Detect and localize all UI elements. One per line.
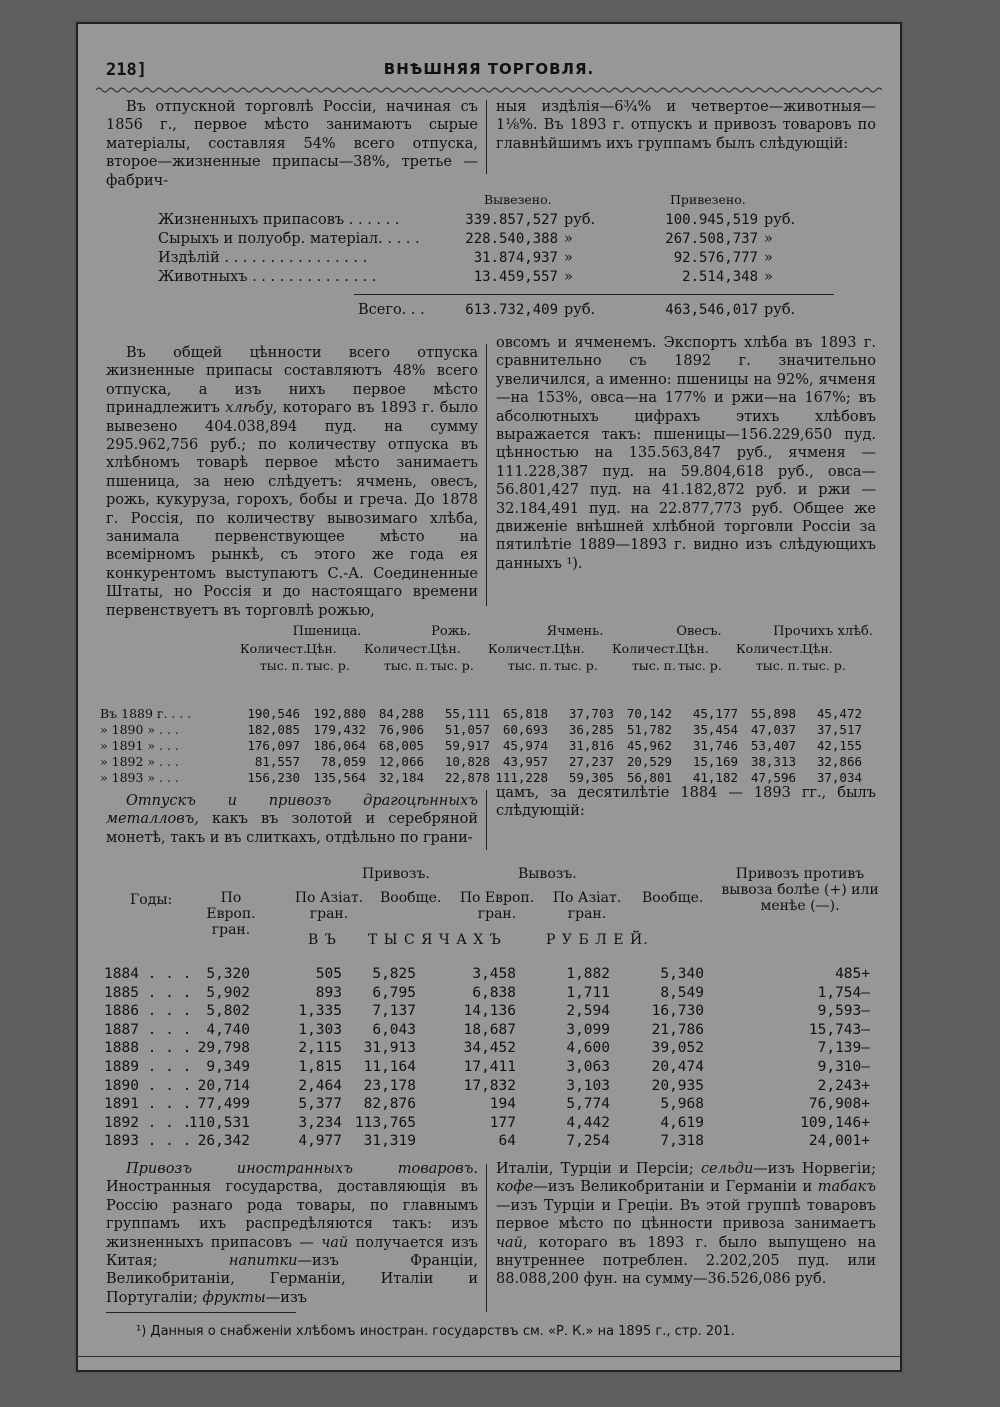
metals-italic: Отпускъ и привозъ драгоцѣнныхъ металловъ, (106, 793, 478, 828)
metals-row-year: 1891 . . . (104, 1096, 192, 1113)
group-import-unit: » (764, 269, 773, 285)
metals-cell: 15,743— (808, 1021, 870, 1038)
metals-cell: 5,802 (206, 1003, 250, 1020)
grain-row-year: » 1893 » . . . (100, 770, 179, 785)
metals-left-column (106, 792, 478, 847)
metals-cell: 4,977 (298, 1133, 342, 1150)
grain-cell: 45,962 (626, 738, 672, 753)
metals-cell: 20,714 (197, 1077, 250, 1094)
imports-tobacco: табакъ (817, 1179, 876, 1196)
metals-cell: 893 (315, 984, 342, 1001)
total-row (158, 302, 858, 320)
metals-cell: 76,908+ (808, 1096, 870, 1113)
metals-cell: 77,499 (197, 1096, 250, 1113)
col-export-euro: По Европ. гран. (459, 890, 535, 922)
metals-cell: 1,711 (566, 984, 610, 1001)
imports-right-part5: , котораго въ 1893 г. было выпущено на внутреннее потреблен. 2.202,205 пуд. или 88.088,200 фун. на сумму—36.526,086 руб. (496, 1234, 876, 1288)
metals-cell: 82,876 (363, 1096, 416, 1113)
metals-row-year: 1887 . . . (104, 1021, 192, 1038)
grain-cell: 55,111 (444, 706, 490, 721)
metals-left-text (106, 792, 478, 847)
trade-group-row (158, 231, 858, 249)
column-divider-2 (486, 344, 487, 606)
imports-right-part1: Италіи, Турціи и Персіи; (496, 1161, 701, 1177)
grain-row-year: » 1890 » . . . (100, 722, 179, 737)
metals-cell: 1,754— (817, 984, 870, 1001)
metals-row-year: 1885 . . . (104, 984, 192, 1001)
grain-left-column (106, 344, 478, 620)
metals-cell: 5,320 (206, 966, 250, 982)
group-export-unit: » (564, 250, 573, 266)
grain-group-header: Ячмень. (546, 624, 604, 639)
metals-cell: 3,103 (566, 1077, 610, 1094)
group-export-unit: » (564, 269, 573, 285)
grain-cell: 41,182 (692, 770, 738, 785)
grain-subheader: тыс. п. (755, 658, 800, 673)
grain-cell: 51,782 (626, 722, 672, 737)
grain-subheader: тыс. р. (678, 658, 722, 673)
column-divider (486, 100, 487, 174)
grain-right-text: овсомъ и ячменемъ. Экспортъ хлѣба въ 1893 г. сравнительно съ 1892 г. значительно увеличился, а именно: пшеницы на 92%, ячменя—на 153%, овса—на 177% и ржи—на 167%; въ абсолютныхъ цифрахъ этихъ хлѣбовъ выражается такъ: пшеницы—156.229,650 пуд. цѣнностью на 135.563,847 руб., ячменя — 111.228,387 пуд. на 59.804,618 руб., овса—56.801,427 пуд. на 41.182,872 руб. и ржи — 32.184,491 пуд. на 22.877,773 руб. Общее же движеніе внѣшней хлѣбной торговли Россіи за пятилѣтіе 1889—1893 г. видно изъ слѣдующихъ данныхъ ¹). (496, 335, 876, 572)
grain-group-header: Овесъ. (676, 624, 722, 639)
grain-trade-table (98, 624, 888, 785)
intro-right-text: ныя издѣлія—6¾% и четвертое—животныя—1⅛%. Въ 1893 г. отпускъ и привозъ товаровъ по главнѣйшимъ ихъ группамъ былъ слѣдующій: (496, 99, 876, 152)
grain-cell: 81,557 (254, 754, 300, 769)
imports-fruits: фрукты (202, 1289, 266, 1306)
grain-cell: 45,177 (692, 706, 738, 721)
grain-cell: 190,546 (247, 706, 300, 721)
col-import-header: Привезено. (670, 192, 746, 207)
metals-cell: 20,474 (651, 1059, 704, 1075)
metals-cell: 4,600 (566, 1040, 610, 1057)
col-years-header: Годы: (130, 892, 173, 908)
grain-cell: 60,693 (502, 722, 548, 737)
metals-row-year: 1884 . . . (104, 966, 192, 982)
metals-cell: 6,838 (472, 984, 516, 1001)
grain-cell: 36,285 (568, 722, 614, 737)
grain-left-text (106, 344, 478, 620)
intro-left-text: Въ отпускной торговлѣ Россіи, начиная съ 1856 г., первое мѣсто занимаютъ сырые матеріалы, составляя 54% всего отпуска, второе—жизненные припасы—38%, третье — фабрич- (106, 99, 478, 189)
metals-cell: 16,730 (651, 1003, 704, 1020)
grain-group-header: Пшеница. (292, 624, 362, 639)
metals-cell: 6,795 (372, 984, 416, 1001)
group-import: 100.945,519 (665, 212, 758, 228)
units-label-1: В Ъ (308, 932, 337, 948)
grain-cell: 47,596 (750, 770, 796, 785)
export-group-header: Вывозъ. (518, 866, 577, 882)
grain-row-year: » 1891 » . . . (100, 738, 179, 753)
grain-subheader: Количест. (736, 641, 804, 656)
grain-subheader: тыс. р. (802, 658, 846, 673)
page (76, 22, 902, 1372)
imports-tea-right: чай (496, 1234, 524, 1251)
imports-tea: чай (321, 1234, 349, 1251)
grain-row-year: Въ 1889 г. . . . (100, 706, 192, 721)
metals-cell: 21,786 (651, 1021, 704, 1038)
grain-cell: 68,005 (378, 738, 424, 753)
grain-cell: 56,801 (626, 770, 672, 785)
page-bottom-rule (78, 1356, 900, 1357)
group-export: 339.857,527 (465, 212, 558, 228)
total-import: 463,546,017 (665, 302, 758, 318)
grain-cell: 37,703 (568, 706, 614, 721)
grain-cell: 182,085 (247, 722, 300, 737)
metals-cell: 18,687 (463, 1021, 516, 1038)
metals-cell: 1,882 (566, 966, 610, 982)
intro-right-column (496, 98, 876, 153)
units-label-3: Р У Б Л Е Й. (546, 932, 649, 948)
footnote: ¹) Данныя о снабженіи хлѣбомъ иностран. государствъ см. «Р. К.» на 1895 г., стр. 201. (136, 1324, 735, 1339)
metals-cell: 3,099 (566, 1021, 610, 1038)
import-group-header: Привозъ. (362, 866, 430, 882)
grain-subheader: Цѣн. (554, 641, 585, 656)
metals-cell: 1,335 (298, 1003, 342, 1020)
total-import-unit: руб. (764, 302, 796, 318)
grain-subheader: тыс. р. (430, 658, 474, 673)
metals-cell: 17,411 (463, 1059, 516, 1075)
imports-italic-title: Привозъ иностранныхъ товаровъ. (126, 1161, 478, 1177)
total-export-unit: руб. (564, 302, 596, 318)
running-header (106, 60, 872, 82)
col-import-total: Вообще. (380, 890, 442, 906)
metals-cell: 113,765 (354, 1114, 416, 1131)
grain-cell: 20,529 (626, 754, 672, 769)
group-export-unit: руб. (564, 212, 596, 228)
grain-subheader: Количест. (240, 641, 308, 656)
metals-cell: 109,146+ (800, 1114, 870, 1131)
metals-cell: 31,319 (363, 1133, 416, 1150)
metals-row-year: 1892 . . . (104, 1114, 192, 1131)
metals-right-text: цамъ, за десятилѣтіе 1884 — 1893 гг., былъ слѣдующій: (496, 785, 876, 820)
group-label: Жизненныхъ припасовъ . . . . . . (158, 212, 400, 228)
grain-cell: 111,228 (495, 770, 548, 785)
grain-cell: 186,064 (313, 738, 366, 753)
imports-left-part3: —изъ Франціи, Великобританіи, Германіи, Италіи и Португаліи; (106, 1253, 478, 1306)
metals-cell: 3,458 (472, 966, 516, 982)
grain-cell: 31,746 (692, 738, 738, 753)
group-import-unit: » (764, 250, 773, 266)
grain-subheader: Количест. (612, 641, 680, 656)
metals-row-year: 1888 . . . (104, 1040, 192, 1057)
col-balance: Привозъ противъ вывоза болѣе (+) или менѣе (—). (721, 866, 879, 914)
group-label: Сырыхъ и полуобр. матеріал. . . . . (158, 231, 420, 247)
grain-subheader: Количест. (488, 641, 556, 656)
grain-cell: 15,169 (692, 754, 738, 769)
grain-cell: 176,097 (247, 738, 300, 753)
grain-cell: 135,564 (313, 770, 366, 785)
grain-cell: 31,816 (568, 738, 614, 753)
group-label: Животныхъ . . . . . . . . . . . . . . (158, 269, 377, 285)
metals-cell: 1,815 (298, 1059, 342, 1075)
grain-cell: 35,454 (692, 722, 738, 737)
metals-cell: 23,178 (363, 1077, 416, 1094)
total-label: Всего. . . (358, 302, 425, 318)
metals-cell: 34,452 (463, 1040, 516, 1057)
grain-cell: 22,878 (444, 770, 490, 785)
grain-subheader: тыс. п. (383, 658, 428, 673)
grain-cell: 10,828 (444, 754, 490, 769)
grain-subheader: тыс. п. (507, 658, 552, 673)
trade-group-row (158, 212, 858, 230)
metals-row-year: 1893 . . . (104, 1133, 192, 1150)
metals-rest: какъ въ золотой и серебряной монетѣ, такъ и въ слиткахъ, отдѣльно по грани- (106, 811, 478, 846)
metals-cell: 110,531 (188, 1114, 250, 1131)
metals-cell: 5,902 (206, 984, 250, 1001)
grain-subheader: тыс. п. (259, 658, 304, 673)
grain-subheader: Цѣн. (678, 641, 709, 656)
grain-cell: 43,957 (502, 754, 548, 769)
total-rule (354, 294, 834, 295)
grain-subheader: Цѣн. (306, 641, 337, 656)
grain-left-part2: , котораго въ 1893 г. было вывезено 404.038,894 пуд. на сумму 295.962,756 руб.; по количеству отпуска въ хлѣбномъ товарѣ первое мѣсто занимаетъ пшеница, за нею слѣдуетъ: ячмень, овесъ, рожь, кукуруза, горохъ, бобы и греча. До 1878 г. Россія, по количеству вывозимаго хлѣба, занимала первенствующее мѣсто на всемірномъ рынкѣ, съ этого же года ея конкурентомъ выступаютъ С.-А. Соединенные Штаты, но Россія и до настоящаго времени первенствуетъ въ торговлѣ рожью, (106, 400, 478, 619)
grain-cell: 55,898 (750, 706, 796, 721)
grain-cell: 37,517 (816, 722, 862, 737)
grain-left-italic: хлѣбу (225, 400, 273, 417)
grain-cell: 47,037 (750, 722, 796, 737)
imports-right-part4: —изъ Турціи и Греціи. Въ этой группѣ товаровъ первое мѣсто по цѣнности привоза занимаетъ (496, 1197, 876, 1233)
intro-left-column (106, 98, 478, 190)
metals-row-year: 1890 . . . (104, 1077, 192, 1094)
page-title: ВНѢШНЯЯ ТОРГОВЛЯ. (383, 60, 595, 78)
grain-cell: 65,818 (502, 706, 548, 721)
metals-cell: 31,913 (363, 1040, 416, 1057)
grain-cell: 32,184 (378, 770, 424, 785)
grain-row-year: » 1892 » . . . (100, 754, 179, 769)
ornamental-rule (96, 86, 882, 94)
metals-cell: 11,164 (363, 1059, 416, 1075)
grain-cell: 37,034 (816, 770, 862, 785)
metals-cell: 3,234 (298, 1114, 342, 1131)
group-export: 31.874,937 (473, 250, 558, 266)
column-divider-3 (486, 790, 487, 850)
grain-cell: 12,066 (378, 754, 424, 769)
metals-cell: 9,349 (206, 1059, 250, 1075)
group-label: Издѣлій . . . . . . . . . . . . . . . . (158, 250, 368, 266)
metals-cell: 17,832 (463, 1077, 516, 1094)
group-import: 2.514,348 (682, 269, 758, 285)
metals-cell: 4,442 (566, 1114, 610, 1131)
metals-right-column (496, 784, 876, 821)
metals-cell: 5,377 (298, 1096, 342, 1113)
metals-cell: 7,139— (817, 1040, 870, 1057)
grain-cell: 156,230 (247, 770, 300, 785)
metals-cell: 39,052 (651, 1040, 704, 1057)
grain-subheader: тыс. р. (554, 658, 598, 673)
imports-right-text (496, 1160, 876, 1289)
grain-cell: 45,472 (816, 706, 862, 721)
imports-right-column (496, 1160, 876, 1289)
metals-row-year: 1886 . . . (104, 1003, 192, 1020)
imports-left-part2: получается изъ Китая; (106, 1234, 478, 1270)
grain-group-header: Рожь. (431, 624, 471, 639)
metals-cell: 8,549 (660, 984, 704, 1001)
metals-cell: 4,619 (660, 1114, 704, 1131)
imports-left-text (106, 1160, 478, 1307)
grain-cell: 59,305 (568, 770, 614, 785)
group-import: 92.576,777 (673, 250, 758, 266)
total-export: 613.732,409 (465, 302, 558, 318)
metals-cell: 24,001+ (808, 1133, 870, 1150)
trade-groups-table (158, 192, 858, 322)
trade-group-row (158, 269, 858, 287)
units-label-2: Т Ы С Я Ч А Х Ъ (368, 932, 502, 948)
metals-cell: 194 (489, 1096, 516, 1113)
metals-cell: 6,043 (372, 1021, 416, 1038)
grain-group-header: Прочихъ хлѣб. (773, 624, 873, 639)
col-export-asia: По Азіат. гран. (552, 890, 622, 922)
grain-subheader: Количест. (364, 641, 432, 656)
group-export: 13.459,557 (473, 269, 558, 285)
grain-cell: 38,313 (750, 754, 796, 769)
group-import-unit: руб. (764, 212, 796, 228)
grain-subheader: тыс. р. (306, 658, 350, 673)
trade-group-row (158, 250, 858, 268)
col-import-euro: По Европ. гран. (206, 890, 256, 938)
metals-cell: 29,798 (197, 1040, 250, 1057)
imports-left-column (106, 1160, 478, 1307)
metals-cell: 5,968 (660, 1096, 704, 1113)
grain-cell: 42,155 (816, 738, 862, 753)
metals-cell: 2,464 (298, 1077, 342, 1094)
metals-cell: 5,774 (566, 1096, 610, 1113)
metals-cell: 177 (489, 1114, 516, 1131)
col-import-asia: По Азіат. гран. (294, 890, 364, 922)
grain-subheader: Цѣн. (802, 641, 833, 656)
grain-cell: 84,288 (378, 706, 424, 721)
grain-cell: 27,237 (568, 754, 614, 769)
metals-cell: 2,594 (566, 1003, 610, 1020)
grain-right-column (496, 334, 876, 573)
metals-cell: 9,593— (817, 1003, 870, 1020)
grain-cell: 32,866 (816, 754, 862, 769)
grain-cell: 53,407 (750, 738, 796, 753)
metals-cell: 7,254 (566, 1133, 610, 1150)
group-import-unit: » (764, 231, 773, 247)
grain-cell: 192,880 (313, 706, 366, 721)
imports-herring: сельди (700, 1161, 754, 1177)
metals-cell: 14,136 (463, 1003, 516, 1020)
metals-cell: 7,137 (372, 1003, 416, 1020)
grain-cell: 45,974 (502, 738, 548, 753)
footnote-rule (106, 1312, 296, 1313)
grain-cell: 70,142 (626, 706, 672, 721)
grain-subheader: Цѣн. (430, 641, 461, 656)
group-export: 228.540,388 (465, 231, 558, 247)
grain-cell: 59,917 (444, 738, 490, 753)
metals-cell: 1,303 (298, 1021, 342, 1038)
grain-left-part1: Въ общей цѣнности всего отпуска жизненные припасы составляютъ 48% всего отпуска, а изъ нихъ первое мѣсто принадлежитъ (106, 345, 478, 417)
grain-subheader: тыс. п. (631, 658, 676, 673)
metals-cell: 2,115 (298, 1040, 342, 1057)
imports-left-part4: —изъ (265, 1289, 308, 1306)
imports-right-part3: —изъ Великобританіи и Германіи и (533, 1179, 818, 1196)
grain-cell: 78,059 (320, 754, 366, 769)
page-number: 218] (106, 60, 147, 80)
metals-cell: 64 (498, 1133, 516, 1150)
col-export-header: Вывезено. (484, 192, 552, 207)
imports-left-part1: Иностранныя государства, доставляющія въ Россію разнаго рода товары, по главнымъ группамъ ихъ распредѣляются такъ: изъ жизненныхъ припасовъ — (106, 1179, 478, 1251)
metals-cell: 2,243+ (817, 1077, 870, 1094)
metals-cell: 505 (315, 966, 342, 982)
col-export-total: Вообще. (642, 890, 704, 906)
metals-cell: 3,063 (566, 1059, 610, 1075)
imports-drinks: напитки (228, 1253, 298, 1270)
imports-right-part2: —изъ Норвегіи; (753, 1161, 877, 1177)
metals-cell: 5,340 (660, 966, 704, 982)
metals-cell: 26,342 (197, 1133, 250, 1150)
metals-row-year: 1889 . . . (104, 1059, 192, 1075)
metals-cell: 485+ (835, 966, 870, 982)
metals-cell: 7,318 (660, 1133, 704, 1150)
metals-cell: 4,740 (206, 1021, 250, 1038)
grain-cell: 76,906 (378, 722, 424, 737)
precious-metals-table (98, 862, 888, 1152)
column-divider-4 (486, 1164, 487, 1312)
group-import: 267.508,737 (665, 231, 758, 247)
group-export-unit: » (564, 231, 573, 247)
metals-cell: 9,310— (817, 1059, 870, 1075)
grain-cell: 51,057 (444, 722, 490, 737)
imports-coffee: кофе (496, 1179, 534, 1196)
metals-cell: 5,825 (372, 966, 416, 982)
grain-cell: 179,432 (313, 722, 366, 737)
metals-cell: 20,935 (651, 1077, 704, 1094)
